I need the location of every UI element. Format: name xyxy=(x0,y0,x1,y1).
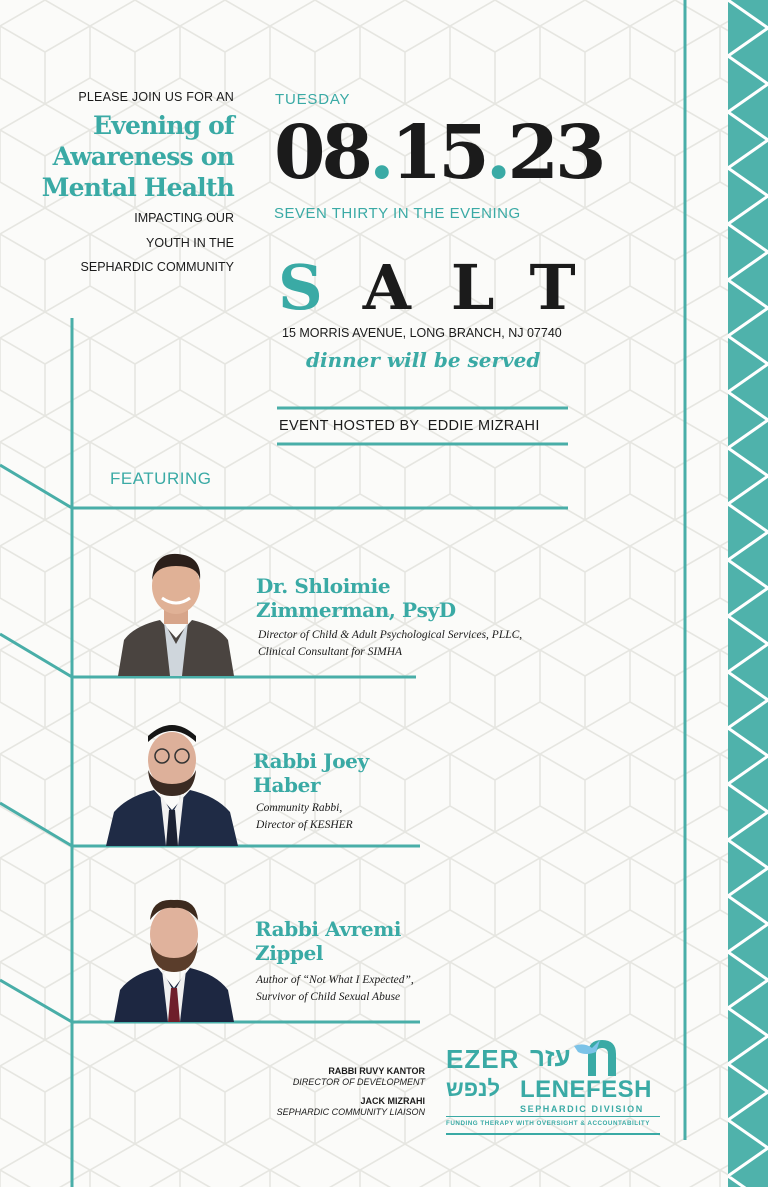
contact-role: DIRECTOR OF DEVELOPMENT xyxy=(292,1077,425,1087)
speaker-name xyxy=(256,574,456,622)
logo-hebrew-bottom: לנפש xyxy=(446,1076,501,1101)
event-subtitle xyxy=(40,206,234,280)
speaker-name-line: Haber xyxy=(253,773,321,797)
event-title-line: Mental Health xyxy=(41,173,234,202)
contact-list xyxy=(200,1066,425,1126)
venue-letter: L xyxy=(450,251,530,324)
logo-hebrew-top: עזר xyxy=(530,1042,571,1072)
event-subtitle-line: IMPACTING OUR xyxy=(134,211,234,225)
speaker-photo xyxy=(114,548,238,676)
speaker-role-line: Community Rabbi, xyxy=(256,802,343,814)
contact-role: SEPHARDIC COMMUNITY LIAISON xyxy=(276,1107,425,1117)
event-title-line: Evening of xyxy=(93,111,234,140)
speaker-photo xyxy=(104,718,240,846)
logo-divider xyxy=(446,1116,660,1117)
event-subtitle-line: SEPHARDIC COMMUNITY xyxy=(80,260,234,274)
venue-logo xyxy=(278,248,616,328)
event-host: EVENT HOSTED BY EDDIE MIZRAHI xyxy=(279,418,540,434)
speaker-role-line: Author of “Not What I Expected”, xyxy=(256,974,414,986)
speaker-name-line: Zippel xyxy=(255,941,324,965)
speaker-role xyxy=(256,800,353,834)
speaker-name-line: Rabbi Avremi xyxy=(255,917,402,941)
logo-ezer: EZER xyxy=(446,1044,520,1074)
speaker-name xyxy=(255,917,401,965)
date-month: 08 xyxy=(274,110,369,196)
event-date xyxy=(274,110,602,196)
speaker-portrait-icon xyxy=(104,718,240,846)
contact-name: JACK MIZRAHI xyxy=(360,1096,425,1106)
event-time: SEVEN THIRTY IN THE EVENING xyxy=(274,205,521,222)
speaker-role-line: Director of Child & Adult Psychological Services, PLLC, xyxy=(258,629,523,641)
date-year: 23 xyxy=(507,110,603,196)
speaker-name xyxy=(253,749,369,797)
speaker-name-line: Dr. Shloimie xyxy=(256,574,391,598)
logo-underline xyxy=(446,1133,660,1135)
invite-intro: PLEASE JOIN US FOR AN xyxy=(78,90,234,104)
event-title-line: Awareness on xyxy=(52,142,234,171)
speaker-role xyxy=(256,972,414,1006)
featuring-label: FEATURING xyxy=(110,469,212,488)
venue-letter: S xyxy=(278,251,363,324)
venue-letter: A xyxy=(362,251,451,324)
speaker-role-line: Director of KESHER xyxy=(256,819,353,831)
date-day: 15 xyxy=(390,110,486,196)
logo-lenefesh: LENEFESH xyxy=(520,1076,653,1103)
date-dot: . xyxy=(368,110,391,196)
venue-address: 15 MORRIS AVENUE, LONG BRANCH, NJ 07740 xyxy=(282,326,562,340)
logo-tagline: FUNDING THERAPY WITH OVERSIGHT & ACCOUNTABILITY xyxy=(446,1120,650,1127)
speaker-role-line: Clinical Consultant for SIMHA xyxy=(258,646,403,658)
speaker-role-line: Survivor of Child Sexual Abuse xyxy=(256,991,401,1003)
speaker-portrait-icon xyxy=(114,548,238,676)
speaker-name-line: Rabbi Joey xyxy=(253,749,369,773)
speaker-portrait-icon xyxy=(112,894,236,1022)
speaker-name-line: Zimmerman, PsyD xyxy=(256,598,456,622)
org-logo xyxy=(444,1036,666,1136)
event-subtitle-line: YOUTH IN THE xyxy=(146,235,234,250)
venue-letter: T xyxy=(529,251,616,324)
dove-arch-icon xyxy=(574,1036,624,1076)
logo-division: SEPHARDIC DIVISION xyxy=(520,1104,644,1114)
date-dot: . xyxy=(485,110,508,196)
event-day: TUESDAY xyxy=(275,91,351,108)
contact-name: RABBI RUVY KANTOR xyxy=(328,1066,425,1076)
speaker-photo xyxy=(112,894,236,1022)
dinner-note: dinner will be served xyxy=(306,348,541,372)
speaker-role xyxy=(258,627,522,661)
event-title xyxy=(20,110,234,203)
